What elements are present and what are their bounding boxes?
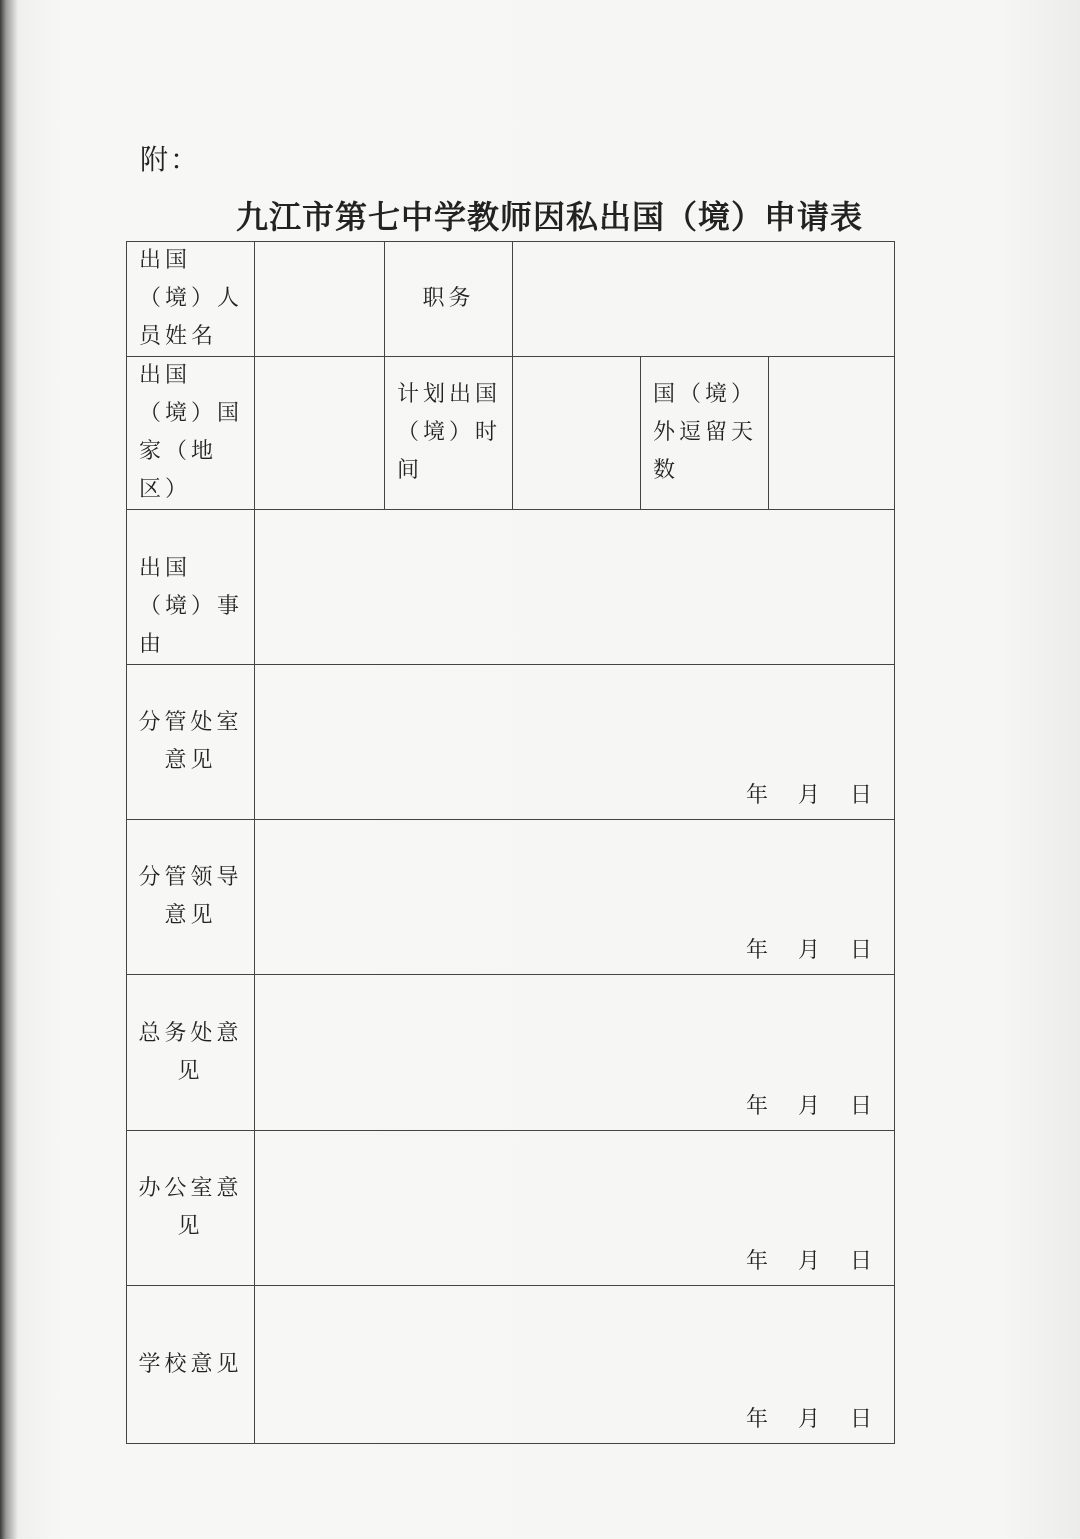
opinion-general-affairs-date — [746, 1088, 872, 1126]
position-label-cell — [385, 242, 513, 357]
opinion-office-date — [746, 1243, 872, 1281]
date-day: 日 — [850, 1094, 873, 1119]
stay-days-label: 国（境）外逗留天数 — [653, 382, 758, 483]
date-month: 月 — [797, 783, 820, 808]
opinion-department-label-cell — [127, 665, 255, 820]
opinion-general-affairs-field[interactable] — [255, 975, 895, 1131]
application-form-table — [126, 241, 895, 1444]
opinion-office-label: 办公室意见 — [138, 1176, 243, 1239]
position-label: 职务 — [422, 286, 475, 311]
row-opinion-school — [127, 1286, 895, 1444]
row-country-time — [127, 357, 895, 510]
name-label: 出国（境）人员姓名 — [139, 248, 244, 349]
stay-days-label-cell — [641, 357, 769, 510]
planned-time-label: 计划出国（境）时间 — [397, 382, 502, 483]
date-month: 月 — [797, 1249, 820, 1274]
opinion-leader-date — [746, 932, 872, 970]
date-year: 年 — [745, 1094, 768, 1119]
row-opinion-general-affairs — [127, 975, 895, 1131]
name-field[interactable] — [255, 242, 385, 357]
position-field[interactable] — [513, 242, 895, 357]
opinion-leader-label: 分管领导意见 — [138, 865, 243, 928]
opinion-school-field[interactable] — [255, 1286, 895, 1444]
opinion-office-field[interactable] — [255, 1131, 895, 1286]
row-opinion-department — [127, 665, 895, 820]
date-month: 月 — [797, 1094, 820, 1119]
country-label-cell — [127, 357, 255, 510]
row-reason — [127, 510, 895, 665]
date-year: 年 — [745, 1249, 768, 1274]
row-opinion-leader — [127, 820, 895, 975]
opinion-leader-field[interactable] — [255, 820, 895, 975]
name-label-cell — [127, 242, 255, 357]
date-month: 月 — [797, 938, 820, 963]
country-label: 出国（境）国家（地区） — [139, 363, 244, 502]
reason-label: 出国（境）事由 — [139, 556, 244, 657]
date-day: 日 — [850, 783, 873, 808]
date-year: 年 — [745, 1407, 768, 1432]
reason-label-cell — [127, 510, 255, 665]
stay-days-field[interactable] — [769, 357, 895, 510]
planned-time-field[interactable] — [513, 357, 641, 510]
date-day: 日 — [850, 1249, 873, 1274]
opinion-department-label: 分管处室意见 — [138, 710, 243, 773]
date-day: 日 — [850, 1407, 873, 1432]
country-field[interactable] — [255, 357, 385, 510]
opinion-department-field[interactable] — [255, 665, 895, 820]
opinion-school-label: 学校意见 — [138, 1351, 243, 1377]
form-title: 九江市第七中学教师因私出国（境）申请表 — [236, 198, 864, 236]
date-year: 年 — [745, 938, 768, 963]
date-day: 日 — [850, 938, 873, 963]
opinion-general-affairs-label: 总务处意见 — [138, 1020, 243, 1084]
date-year: 年 — [745, 783, 768, 808]
opinion-school-date — [746, 1401, 872, 1439]
opinion-leader-label-cell — [127, 820, 255, 975]
attachment-label: 附： — [140, 143, 201, 176]
row-name — [127, 242, 895, 357]
opinion-general-affairs-label-cell — [127, 975, 255, 1131]
row-opinion-office — [127, 1131, 895, 1286]
reason-field[interactable] — [255, 510, 895, 665]
planned-time-label-cell — [385, 357, 513, 510]
opinion-school-label-cell — [127, 1286, 255, 1444]
opinion-department-date — [746, 777, 872, 815]
opinion-office-label-cell — [127, 1131, 255, 1286]
date-month: 月 — [797, 1407, 820, 1432]
